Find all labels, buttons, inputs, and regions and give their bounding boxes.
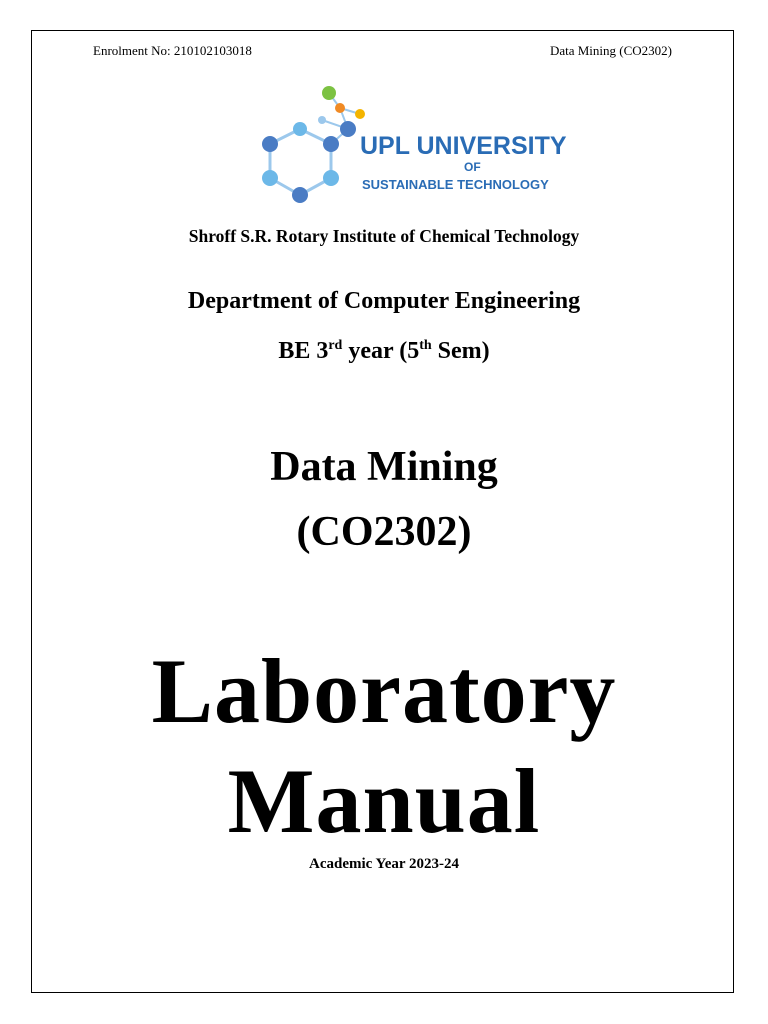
- manual-title-line-2: Manual: [227, 750, 541, 852]
- logo-line-3: SUSTAINABLE TECHNOLOGY: [362, 177, 549, 192]
- year-prefix: BE 3: [278, 338, 329, 364]
- logo-line-1: UPL UNIVERSITY: [360, 132, 567, 160]
- year-semester: [0, 338, 768, 365]
- university-logo: [255, 84, 595, 210]
- subject-title: Data Mining: [270, 444, 498, 490]
- semester-ordinal: th: [419, 338, 432, 353]
- subject-code: (CO2302): [296, 509, 472, 555]
- department-name: Department of Computer Engineering: [187, 288, 581, 314]
- course-reference: Data Mining (CO2302): [549, 43, 672, 58]
- year-ordinal: rd: [328, 338, 343, 353]
- year-suffix: Sem): [431, 338, 490, 364]
- academic-year: Academic Year 2023-24: [309, 856, 459, 872]
- manual-title-line-1: Laboratory: [151, 640, 617, 742]
- institute-name: Shroff S.R. Rotary Institute of Chemical Technology: [188, 226, 580, 246]
- logo-line-2: OF: [464, 160, 481, 174]
- enrolment-number: Enrolment No: 210102103018: [93, 43, 252, 58]
- year-middle: year (5: [342, 338, 420, 364]
